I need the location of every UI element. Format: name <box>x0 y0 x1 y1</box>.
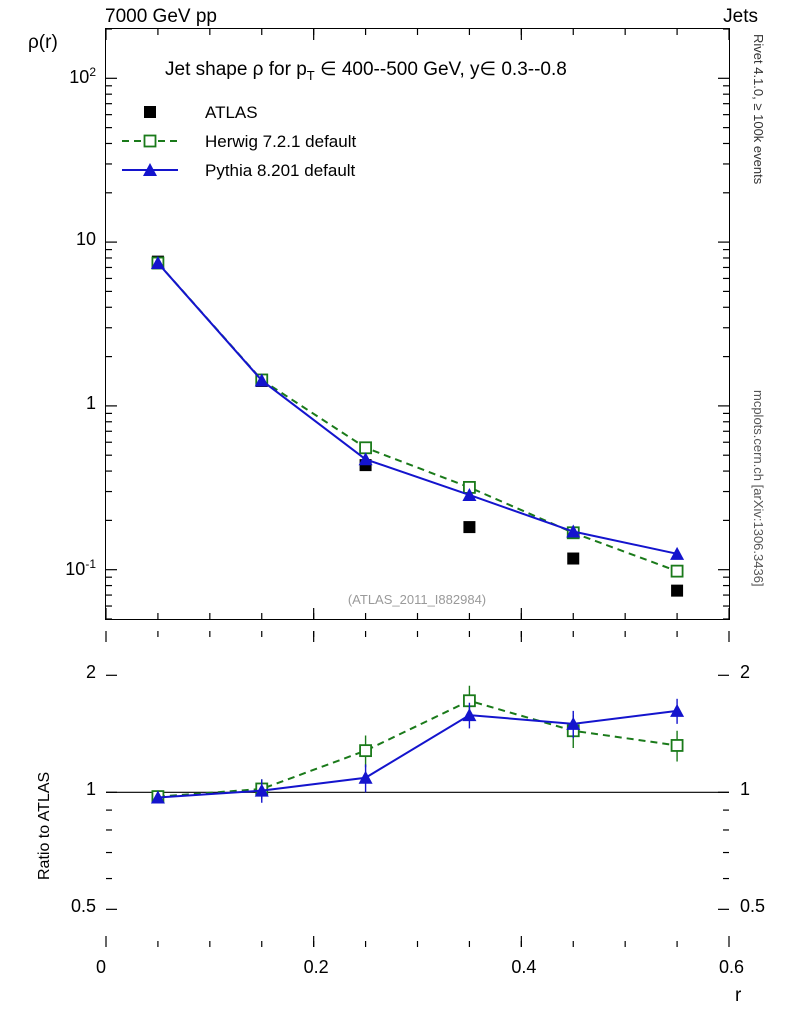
y-tick-label: $10^{-1}$ <box>65 556 96 579</box>
header-left-label: 7000 GeV pp <box>105 6 217 27</box>
x-tick-label: 0.6 <box>719 957 745 977</box>
mcplots-arxiv-label: mcplots.cern.ch [arXiv:1306.3436] <box>751 390 766 587</box>
ratio-y-tick-label: 1 <box>85 779 96 800</box>
title-subscript: T <box>306 67 315 83</box>
rivet-version-label: Rivet 4.1.0, ≥ 100k events <box>751 34 766 185</box>
plot-title <box>165 58 567 83</box>
x-axis-label: r <box>735 985 742 1006</box>
ratio-y-tick-label: 0.5 <box>740 896 766 917</box>
y-axis-label: ρ(r) <box>28 32 58 53</box>
x-tick-label: 0 <box>96 957 107 977</box>
ratio-y-tick-label: 2 <box>85 662 96 683</box>
ratio-line-2 <box>158 711 677 798</box>
y-tick-label: $10^2$ <box>69 65 96 88</box>
x-tick-label: 0.4 <box>511 957 537 977</box>
ratio-y-axis-label: Ratio to ATLAS <box>36 771 53 880</box>
header-right-label: Jets <box>723 6 758 27</box>
legend-label-2: Pythia 8.201 default <box>205 161 356 180</box>
title-pre: Jet shape <box>165 59 253 80</box>
dataset-watermark: (ATLAS_2011_I882984) <box>347 592 487 607</box>
y-tick-label: 1 <box>85 392 96 413</box>
ratio-y-tick-label: 1 <box>740 779 751 800</box>
legend-label-1: Herwig 7.2.1 default <box>205 132 357 151</box>
title-rho: ρ <box>252 59 264 80</box>
x-tick-label: 0.2 <box>303 957 329 977</box>
title-post: ∈ 400--500 GeV, y∈ 0.3--0.8 <box>314 59 567 80</box>
series-line-1 <box>158 263 677 571</box>
series-line-2 <box>158 263 677 554</box>
y-tick-label: 10 <box>75 229 96 250</box>
ratio-y-tick-label: 0.5 <box>70 896 96 917</box>
legend-label-0: ATLAS <box>205 103 258 122</box>
title-mid: for p <box>263 59 307 80</box>
ratio-line-1 <box>158 701 677 797</box>
legend <box>122 103 356 180</box>
ratio-y-tick-label: 2 <box>740 662 751 683</box>
